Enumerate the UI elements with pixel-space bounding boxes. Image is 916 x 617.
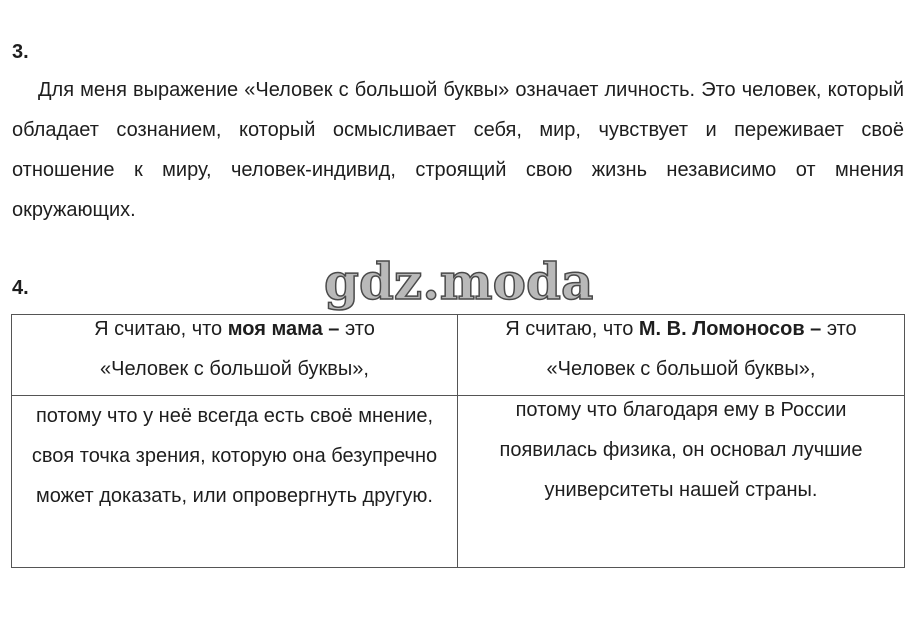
right-header-cell <box>458 315 905 396</box>
right-reason-cell <box>458 396 905 568</box>
task-3-answer-paragraph: Для меня выражение «Человек с большой буквы» означает личность. Это человек, который обладает сознанием, который осмысливает себя, мир, чувствует и переживает своё отношение к миру, человек-индивид, строящий свою жизнь независимо от мнения окружающих. <box>12 79 904 221</box>
task-number-3: 3. <box>12 41 29 63</box>
left-header-line2: «Человек с большой буквы», <box>100 358 369 380</box>
right-reason-text: потому что благодаря ему в России появилась физика, он основал лучшие университеты нашей страны. <box>499 399 863 501</box>
left-header-prefix: Я считаю, что <box>94 318 228 340</box>
left-reason-text: потому что у неё всегда есть своё мнение, своя точка зрения, которую она безупречно может доказать, или опровергнуть другую. <box>31 405 438 507</box>
left-header-cell <box>12 315 458 396</box>
answer-table <box>11 314 905 568</box>
watermark-logo: gdz.moda <box>324 252 594 311</box>
task-number-4: 4. <box>12 277 29 299</box>
right-header-subject: М. В. Ломоносов – <box>638 318 822 340</box>
right-header-line2: «Человек с большой буквы», <box>546 358 816 380</box>
left-reason-cell <box>12 396 458 568</box>
left-header-suffix: это <box>339 318 375 340</box>
table-header-row <box>12 315 905 396</box>
left-header-subject: моя мама – <box>227 318 340 340</box>
table-body-row <box>12 396 905 568</box>
right-header-suffix: это <box>821 318 857 340</box>
right-header-prefix: Я считаю, что <box>505 318 639 340</box>
